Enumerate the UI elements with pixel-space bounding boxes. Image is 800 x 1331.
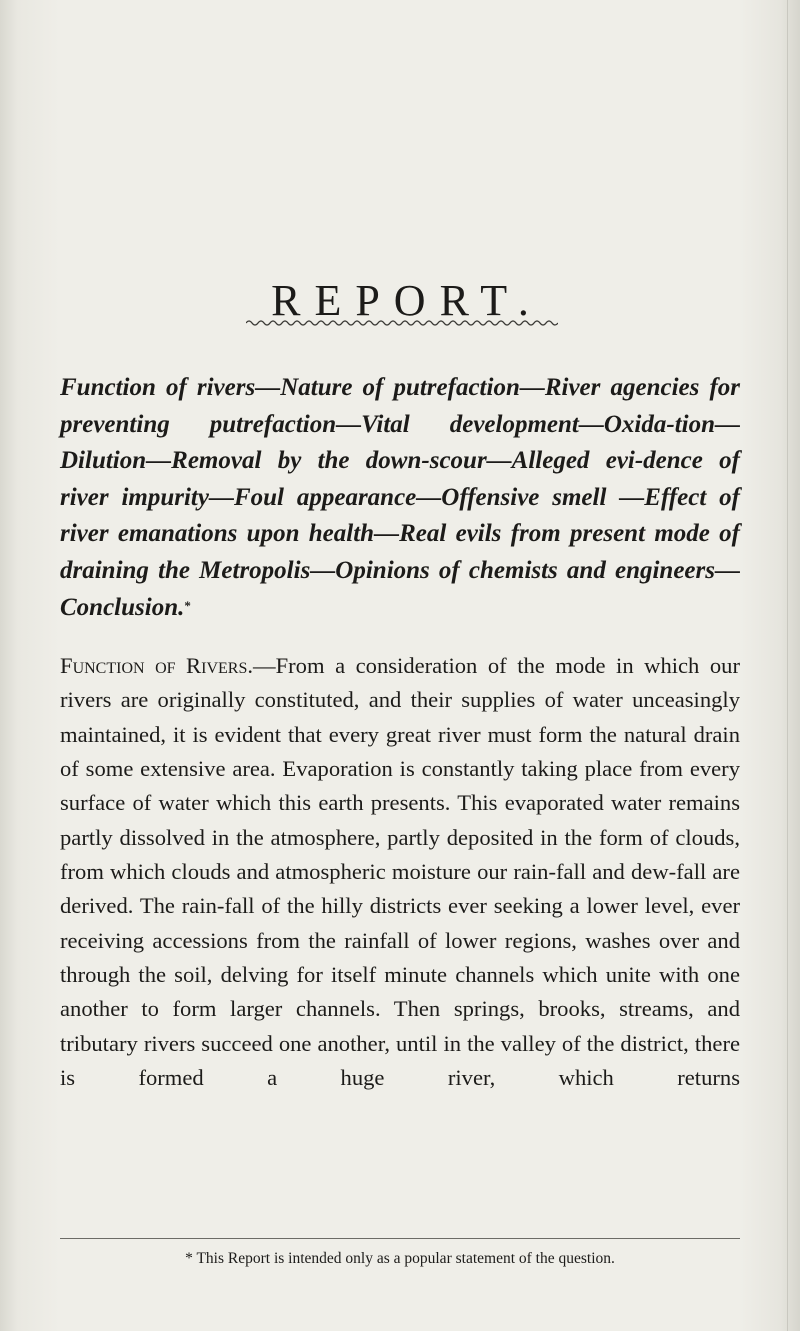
footnote-marker: * [184, 597, 191, 613]
section-lead-in: Function of Rivers. [60, 653, 253, 678]
wavy-rule-ornament [246, 316, 558, 330]
report-title: REPORT. [271, 276, 543, 326]
paragraph-text: —From a consideration of the mode in which our rivers are originally constituted, and their supplies of water unceasingly maintained, it is evident that every great river must form the natural drain of some extensive area. Evaporation is constantly taking place from every surface of water which this earth presents. This evaporated water remains partly dissolved in the atmosphere, partly deposited in the form of clouds, from which clouds and atmospheric moisture our rain-fall and dew-fall are derived. The rain-fall of the hilly districts ever seeking a lower level, ever receiving accessions from the rainfall of lower regions, washes over and through the soil, delving for itself minute channels which unite with one another to form larger channels. Then springs, brooks, streams, and tributary rivers succeed one another, until in the valley of the district, there is formed a huge river, which returns [60, 653, 740, 1091]
chapter-synopsis [60, 370, 740, 626]
synopsis-text: Function of rivers—Nature of putrefaction—River agencies for preventing putrefaction—Vital development—Oxida-tion—Dilution—Removal by the down-scour—Alleged evi-dence of river impurity—Foul appearance—Offensive smell —Effect of river emanations upon health—Real evils from present mode of draining the Metropolis—Opinions of chemists and engineers—Conclusion. [60, 374, 740, 621]
footnote-rule [60, 1238, 740, 1239]
body-paragraph [60, 649, 740, 1095]
page-edge-line [787, 0, 788, 1331]
footnote: * This Report is intended only as a popular statement of the question. [185, 1250, 615, 1267]
